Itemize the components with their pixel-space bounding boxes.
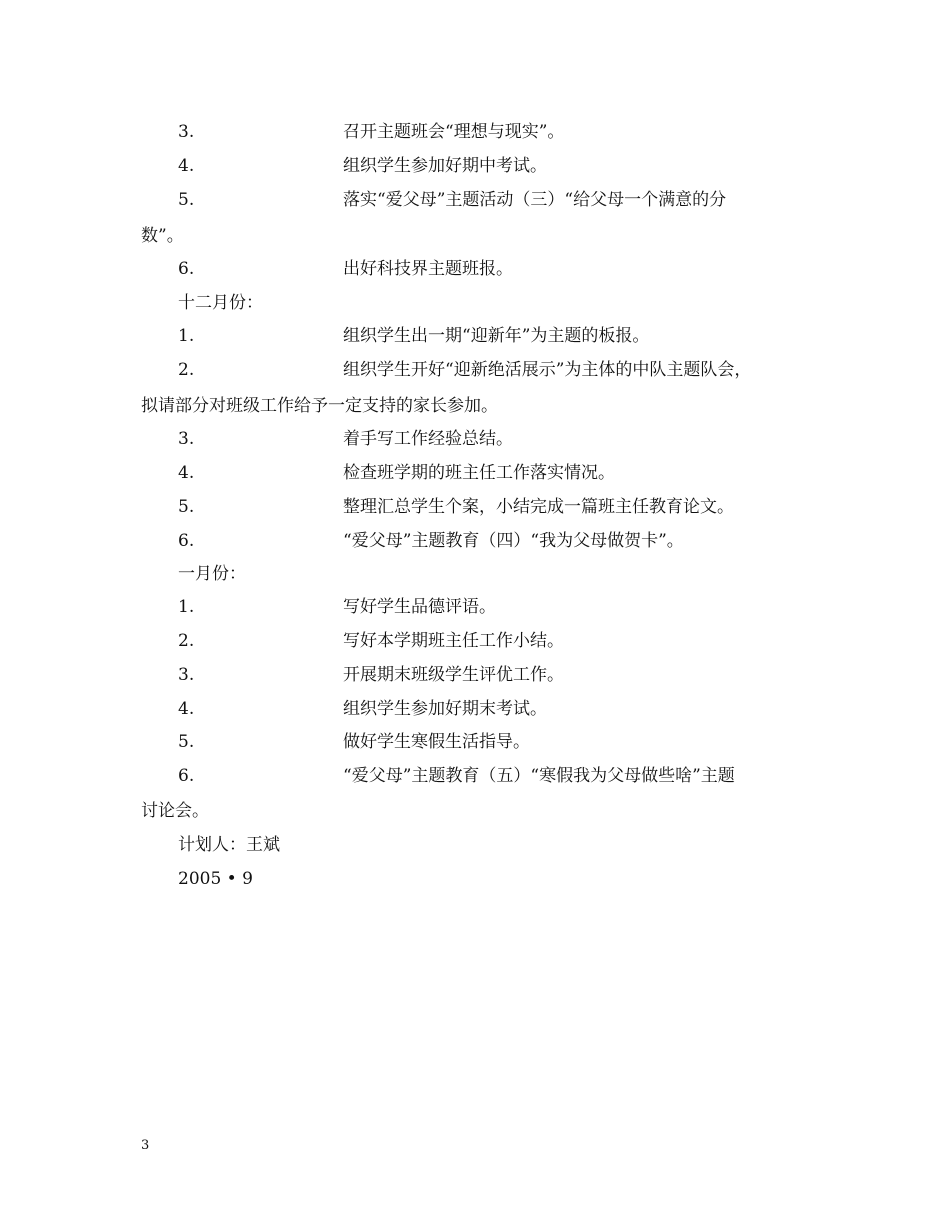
item-number: 3. [178, 122, 195, 142]
item-text: 做好学生寒假生活指导。 [343, 732, 530, 752]
item-number: 1. [178, 326, 195, 346]
item-number: 6. [178, 766, 195, 786]
december-heading: 十二月份： [178, 293, 263, 313]
item-number: 5. [178, 732, 195, 752]
page-number: 3 [141, 1138, 150, 1153]
item-text: 组织学生出一期“迎新年”为主题的板报。 [343, 326, 650, 346]
item-text: 写好学生品德评语。 [343, 597, 496, 617]
item-text: 组织学生参加好期中考试。 [343, 156, 547, 176]
item-number: 6. [178, 259, 195, 279]
item-number: 5. [178, 497, 195, 517]
signature: 计划人：王斌 [178, 835, 280, 855]
item-text: 召开主题班会“理想与现实”。 [343, 122, 565, 142]
item-number: 1. [178, 597, 195, 617]
item-text: 写好本学期班主任工作小结。 [343, 631, 564, 651]
item-number: 6. [178, 531, 195, 551]
item-number: 2. [178, 631, 195, 651]
item-text-continuation: 拟请部分对班级工作给予一定支持的家长参加。 [141, 396, 498, 416]
item-text: 着手写工作经验总结。 [343, 429, 513, 449]
january-heading: 一月份： [178, 564, 246, 584]
item-number: 5. [178, 190, 195, 210]
date: 2005 • 9 [178, 869, 253, 889]
item-text: “爱父母”主题教育（五）“寒假我为父母做些啥”主题 [343, 766, 735, 786]
item-number: 4. [178, 463, 195, 483]
item-text-continuation: 讨论会。 [141, 801, 209, 821]
item-text-continuation: 数”。 [141, 226, 184, 246]
item-number: 2. [178, 360, 195, 380]
item-text: 出好科技界主题班报。 [343, 259, 513, 279]
item-number: 3. [178, 429, 195, 449]
item-text: 开展期末班级学生评优工作。 [343, 665, 564, 685]
item-text: 组织学生开好“迎新绝活展示”为主体的中队主题队会， [343, 360, 752, 380]
item-number: 4. [178, 156, 195, 176]
item-text: 组织学生参加好期末考试。 [343, 699, 547, 719]
item-text: “爱父母”主题教育（四）“我为父母做贺卡”。 [343, 531, 684, 551]
item-text: 检查班学期的班主任工作落实情况。 [343, 463, 615, 483]
item-number: 3. [178, 665, 195, 685]
item-text: 整理汇总学生个案，小结完成一篇班主任教育论文。 [343, 497, 734, 517]
item-text: 落实“爱父母”主题活动（三）“给父母一个满意的分 [343, 190, 727, 210]
item-number: 4. [178, 699, 195, 719]
